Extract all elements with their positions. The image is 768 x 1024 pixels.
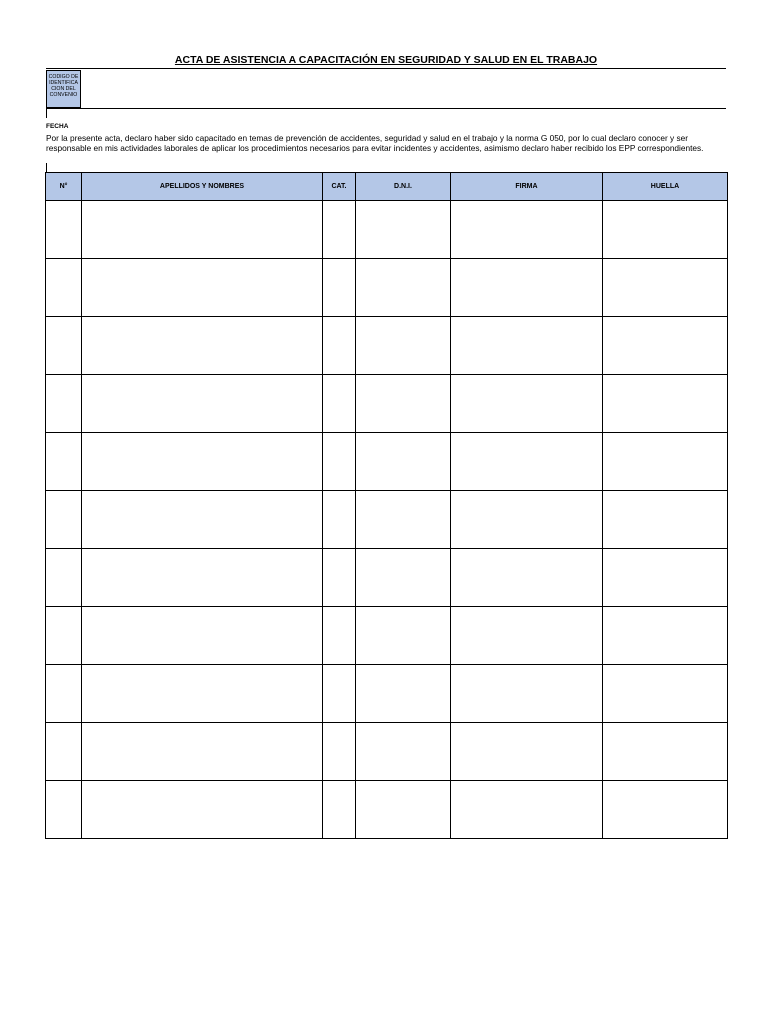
- dni-cell[interactable]: [356, 491, 451, 549]
- dni-cell[interactable]: [356, 549, 451, 607]
- dni-cell[interactable]: [356, 665, 451, 723]
- name-cell[interactable]: [82, 375, 323, 433]
- number-cell[interactable]: [46, 723, 82, 781]
- signature-cell[interactable]: [451, 665, 603, 723]
- name-cell[interactable]: [82, 781, 323, 839]
- name-cell[interactable]: [82, 201, 323, 259]
- number-cell[interactable]: [46, 781, 82, 839]
- category-cell[interactable]: [323, 375, 356, 433]
- name-cell[interactable]: [82, 607, 323, 665]
- name-cell[interactable]: [82, 665, 323, 723]
- dni-cell[interactable]: [356, 723, 451, 781]
- number-cell[interactable]: [46, 201, 82, 259]
- number-cell[interactable]: [46, 317, 82, 375]
- category-cell[interactable]: [323, 317, 356, 375]
- table-row: [46, 201, 728, 259]
- fingerprint-cell[interactable]: [603, 375, 728, 433]
- table-row: [46, 317, 728, 375]
- signature-cell[interactable]: [451, 549, 603, 607]
- name-cell[interactable]: [82, 433, 323, 491]
- header-category: CAT.: [323, 173, 356, 201]
- table-row: [46, 607, 728, 665]
- number-cell[interactable]: [46, 665, 82, 723]
- header-full-name: APELLIDOS Y NOMBRES: [82, 173, 323, 201]
- attendance-statement: Por la presente acta, declaro haber sido capacitado en temas de prevención de accidentes, seguridad y salud en el trabajo y la norma G 050, por lo cual declaro conocer y ser responsable en mis actividades laborales de aplicar los procedimientos necesarios para evitar incidentes y accidentes, asimismo declaro haber recibido los EPP correspondientes.: [46, 133, 704, 153]
- name-cell[interactable]: [82, 259, 323, 317]
- fingerprint-cell[interactable]: [603, 259, 728, 317]
- title-divider: [46, 68, 726, 69]
- document-title: ACTA DE ASISTENCIA A CAPACITACIÓN EN SEGURIDAD Y SALUD EN EL TRABAJO: [174, 54, 598, 66]
- category-cell[interactable]: [323, 723, 356, 781]
- category-cell[interactable]: [323, 549, 356, 607]
- table-header-row: [46, 173, 728, 201]
- header-dni: D.N.I.: [356, 173, 451, 201]
- signature-cell[interactable]: [451, 259, 603, 317]
- attendance-rows: [46, 201, 728, 839]
- dni-cell[interactable]: [356, 375, 451, 433]
- agreement-code-label: CODIGO DE IDENTIFICA CION DEL CONVENIO: [46, 70, 81, 108]
- name-cell[interactable]: [82, 491, 323, 549]
- header-signature: FIRMA: [451, 173, 603, 201]
- table-row: [46, 375, 728, 433]
- dni-cell[interactable]: [356, 259, 451, 317]
- signature-cell[interactable]: [451, 723, 603, 781]
- signature-cell[interactable]: [451, 317, 603, 375]
- table-row: [46, 549, 728, 607]
- number-cell[interactable]: [46, 259, 82, 317]
- attendance-table: [45, 172, 728, 839]
- code-divider-tick: [46, 108, 47, 118]
- table-row: [46, 665, 728, 723]
- statement-tick: [46, 163, 47, 172]
- signature-cell[interactable]: [451, 491, 603, 549]
- header-fingerprint: HUELLA: [603, 173, 728, 201]
- category-cell[interactable]: [323, 259, 356, 317]
- signature-cell[interactable]: [451, 201, 603, 259]
- code-divider: [46, 108, 726, 109]
- dni-cell[interactable]: [356, 433, 451, 491]
- number-cell[interactable]: [46, 491, 82, 549]
- number-cell[interactable]: [46, 375, 82, 433]
- dni-cell[interactable]: [356, 607, 451, 665]
- signature-cell[interactable]: [451, 781, 603, 839]
- fingerprint-cell[interactable]: [603, 433, 728, 491]
- fingerprint-cell[interactable]: [603, 723, 728, 781]
- name-cell[interactable]: [82, 549, 323, 607]
- signature-cell[interactable]: [451, 433, 603, 491]
- fingerprint-cell[interactable]: [603, 607, 728, 665]
- dni-cell[interactable]: [356, 781, 451, 839]
- name-cell[interactable]: [82, 317, 323, 375]
- number-cell[interactable]: [46, 549, 82, 607]
- table-row: [46, 491, 728, 549]
- table-row: [46, 781, 728, 839]
- number-cell[interactable]: [46, 433, 82, 491]
- number-cell[interactable]: [46, 607, 82, 665]
- category-cell[interactable]: [323, 491, 356, 549]
- fingerprint-cell[interactable]: [603, 317, 728, 375]
- table-row: [46, 259, 728, 317]
- fingerprint-cell[interactable]: [603, 201, 728, 259]
- table-row: [46, 433, 728, 491]
- signature-cell[interactable]: [451, 375, 603, 433]
- name-cell[interactable]: [82, 723, 323, 781]
- header-number: N°: [46, 173, 82, 201]
- category-cell[interactable]: [323, 665, 356, 723]
- fingerprint-cell[interactable]: [603, 665, 728, 723]
- dni-cell[interactable]: [356, 317, 451, 375]
- dni-cell[interactable]: [356, 201, 451, 259]
- category-cell[interactable]: [323, 607, 356, 665]
- category-cell[interactable]: [323, 433, 356, 491]
- category-cell[interactable]: [323, 201, 356, 259]
- date-label: FECHA: [46, 123, 69, 130]
- fingerprint-cell[interactable]: [603, 781, 728, 839]
- table-row: [46, 723, 728, 781]
- fingerprint-cell[interactable]: [603, 549, 728, 607]
- signature-cell[interactable]: [451, 607, 603, 665]
- fingerprint-cell[interactable]: [603, 491, 728, 549]
- category-cell[interactable]: [323, 781, 356, 839]
